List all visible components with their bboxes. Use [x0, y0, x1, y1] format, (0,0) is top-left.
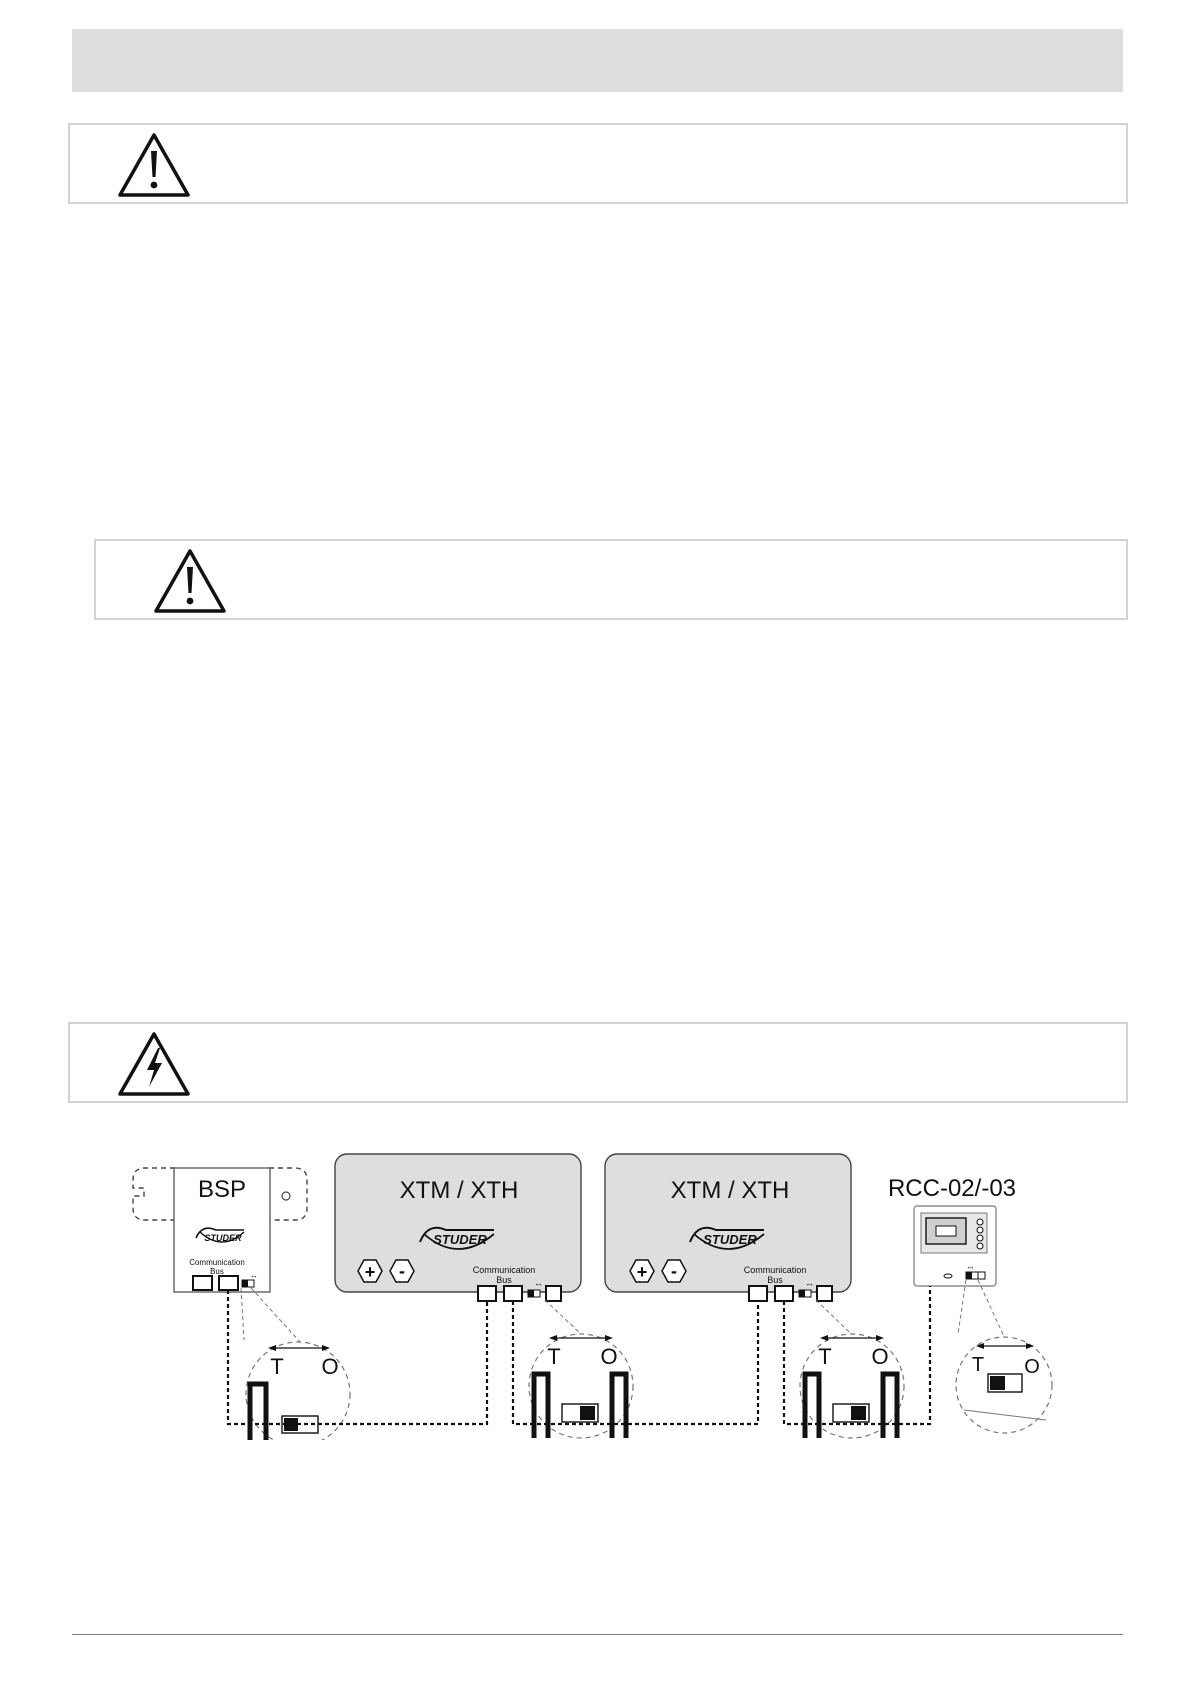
switch-t-label: T: [270, 1354, 284, 1379]
inverter-2-logo: STUDER: [703, 1232, 757, 1247]
inverter-2-switch-zoom: [800, 1334, 904, 1438]
svg-text:+: +: [364, 1262, 376, 1282]
svg-text:↔: ↔: [805, 1278, 814, 1288]
page-header-bar: [72, 29, 1123, 92]
inverter-2-bus-label-1: Communication: [743, 1265, 807, 1275]
switch-o-label: O: [1024, 1356, 1040, 1378]
inverter-2-bus-label-2: Bus: [767, 1275, 783, 1285]
bsp-device: [133, 1168, 307, 1342]
svg-text:↔: ↔: [250, 1271, 258, 1280]
inverter-2-port-1: [749, 1286, 767, 1301]
communication-bus-diagram: [0, 1140, 1191, 1440]
switch-o-label: O: [600, 1344, 618, 1369]
inverter-1-bus-label-2: Bus: [496, 1275, 512, 1285]
plus-terminal-icon: [630, 1260, 654, 1282]
inverter-2-port-3: [817, 1286, 832, 1301]
footer-divider: [72, 1634, 1123, 1635]
svg-text:+: +: [636, 1262, 648, 1282]
inverter-1-port-3: [546, 1286, 561, 1301]
inverter-2-port-2: [775, 1286, 793, 1301]
bsp-bus-label-2: Bus: [210, 1267, 224, 1276]
switch-t-label: T: [818, 1344, 832, 1369]
bsp-title: BSP: [197, 1176, 247, 1203]
svg-text:↔: ↔: [966, 1261, 975, 1271]
bsp-switch-zoom: [246, 1342, 350, 1440]
bsp-port-2: [219, 1276, 238, 1290]
minus-terminal-icon: [662, 1260, 686, 1282]
inverter-2-title: XTM / XTH: [670, 1177, 790, 1204]
rcc-device: [888, 1175, 1016, 1354]
inverter-1-logo: STUDER: [433, 1232, 487, 1247]
plus-terminal-icon: [358, 1260, 382, 1282]
inverter-1-bus-label-1: Communication: [472, 1265, 536, 1275]
switch-o-label: O: [871, 1344, 889, 1369]
rcc-title: RCC-02/-03: [887, 1175, 1017, 1202]
bsp-bus-label-1: Communication: [189, 1258, 245, 1267]
svg-text:↔: ↔: [534, 1278, 543, 1288]
inverter-1-title: XTM / XTH: [399, 1177, 519, 1204]
warning-box-1: [68, 123, 1128, 204]
warning-triangle-icon: [116, 131, 192, 199]
bsp-logo: STUDER: [204, 1233, 242, 1243]
inverter-2-device: [605, 1154, 870, 1352]
inverter-1-device: [335, 1154, 600, 1352]
warning-box-3: [68, 1022, 1128, 1103]
electric-hazard-icon: [116, 1030, 192, 1098]
warning-triangle-icon: [152, 547, 228, 615]
bsp-port-1: [193, 1276, 212, 1290]
inverter-1-port-2: [504, 1286, 522, 1301]
inverter-1-port-1: [478, 1286, 496, 1301]
svg-text:-: -: [399, 1261, 405, 1281]
switch-o-label: O: [321, 1354, 339, 1379]
minus-terminal-icon: [390, 1260, 414, 1282]
switch-t-label: T: [547, 1344, 561, 1369]
warning-box-2: [94, 539, 1128, 620]
inverter-1-switch-zoom: [529, 1334, 633, 1438]
rcc-switch-zoom: [956, 1337, 1052, 1433]
svg-text:-: -: [671, 1261, 677, 1281]
switch-t-label: T: [971, 1354, 985, 1376]
